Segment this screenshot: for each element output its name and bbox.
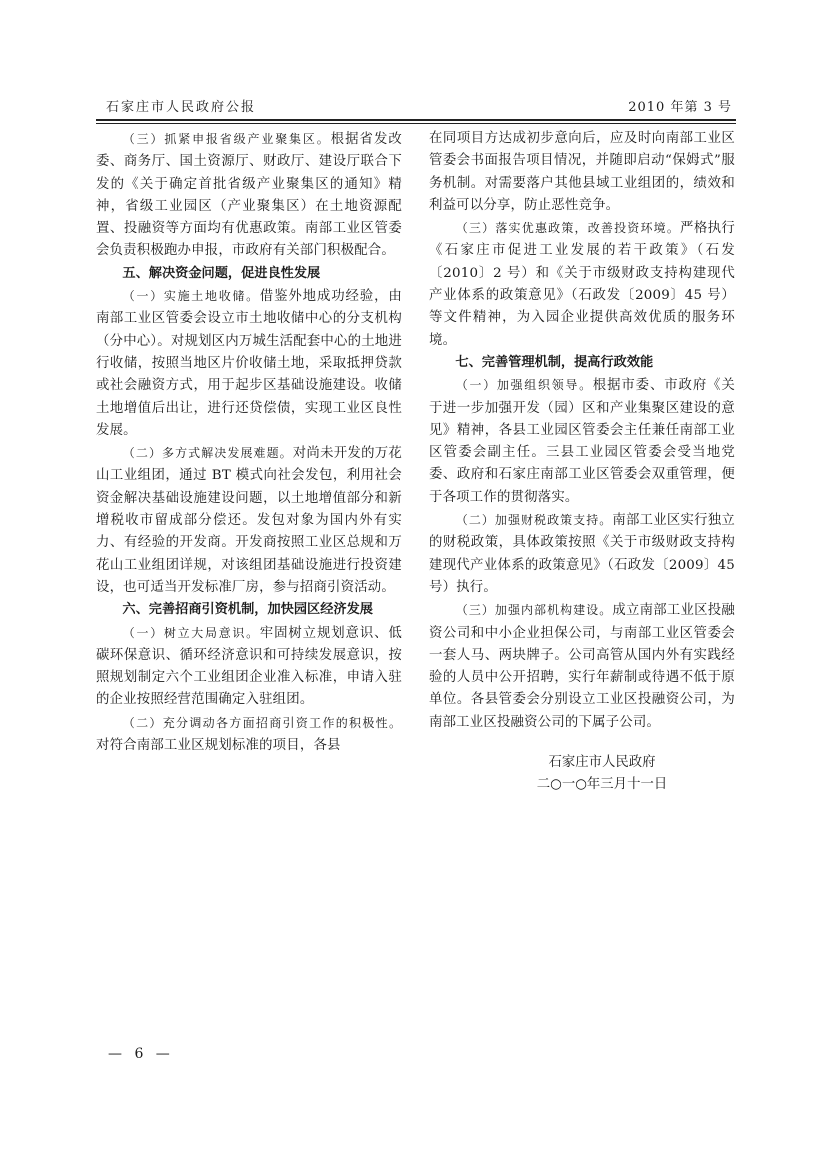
paragraph: （二）多方式解决发展难题。对尚未开发的万花山工业组团，通过 BT 模式向社会发包，利用社会资金解决基础设施建设问题，以土地增值部分和新增税收市留成部分偿还。发包对象为国内外有实力、有经验的开发商。开发商按照工业区总规和万花山工业组团详规，对该组团基础设施进行投资建设，也可适当开发标准厂房，参与招商引资活动。 [96,446,402,595]
section-heading: 六、完善招商引资机制，加快园区经济发展 [122,602,373,618]
paragraph-continued: 在同项目方达成初步意向后，应及时向南部工业区管委会书面报告项目情况，并随即启动“保姆式”服务机制。对需要落户其他县域工业组团的，绩效和利益可以分享，防止恶性竞争。 [429,131,735,213]
page-header [96,96,732,120]
paragraph: （三）抓紧申报省级产业聚集区。根据省发改委、商务厅、国土资源厅、财政厅、建设厅联合下发的《关于确定首批省级产业聚集区的通知》精神，省级工业园区（产业聚集区）在土地资源配置、投融资等方面均有优惠政策。南部工业区管委会负责积极跑办申报，市政府有关部门积极配合。 [96,132,402,259]
paragraph: （一）树立大局意识。牢固树立规划意识、低碳环保意识、循环经济意识和可持续发展意识，按照规划制定六个工业组团企业准入标准，申请入驻的企业按照经营范围确定入驻组团。 [96,625,402,708]
paragraph: （一）加强组织领导。根据市委、市政府《关于进一步加强开发（园）区和产业集聚区建设的意见》精神，各县工业园区管委会主任兼任南部工业区管委会副主任。三县工业园区管委会受当地党委、政府和石家庄南部工业区管委会双重管理，便于各项工作的贯彻落实。 [429,378,735,505]
right-column [429,128,735,797]
paragraph: （二）充分调动各方面招商引资工作的积极性。对符合南部工业区规划标准的项目，各县 [96,715,402,754]
publication-title: 石家庄市人民政府公报 [106,100,257,115]
issuing-authority: 石家庄市人民政府 [548,755,656,771]
section-heading: 五、解决资金问题，促进良性发展 [122,265,321,281]
paragraph: （三）加强内部机构建设。成立南部工业区投融资公司和中小企业担保公司，与南部工业区管委会一套人马、两块牌子。公司高管从国内外有实践经验的人员中公开招聘，实行年薪制或待遇不低于原单位。各县管委会分别设立工业区投融资公司，为南部工业区投融资公司的下属子公司。 [429,603,735,730]
paragraph: （三）落实优惠政策，改善投资环境。严格执行《石家庄市促进工业发展的若干政策》（石发〔2010〕2 号）和《关于市级财政支持构建现代产业体系的政策意见》（石政发〔2009〕45 号）等文件精神，为入园企业提供高效优质的服务环境。 [429,221,735,348]
header-rule-thick [96,119,736,121]
paragraph: （一）实施土地收储。借鉴外地成功经验，由南部工业区管委会设立市土地收储中心的分支机构（分中心）。对规划区内万城生活配套中心的土地进行收储，按照当地区片价收储土地，采取抵押贷款或社会融资方式，用于起步区基础设施建设。收储土地增值后出让，进行还贷偿债，实现工业区良性发展。 [96,289,402,438]
section-heading: 七、完善管理机制，提高行政效能 [455,354,654,370]
paragraph: （二）加强财税政策支持。南部工业区实行独立的财税政策，具体政策按照《关于市级财政支持构建现代产业体系的政策意见》（石政发〔2009〕45 号）执行。 [429,513,735,595]
header-rule-thin [96,123,736,124]
signature-block [429,752,735,797]
issue-date: 二○一○年三月十一日 [536,777,668,793]
issue-number: 2010 年第 3 号 [628,100,732,115]
page-number: — 6 — [108,1046,174,1062]
left-column [96,128,402,757]
